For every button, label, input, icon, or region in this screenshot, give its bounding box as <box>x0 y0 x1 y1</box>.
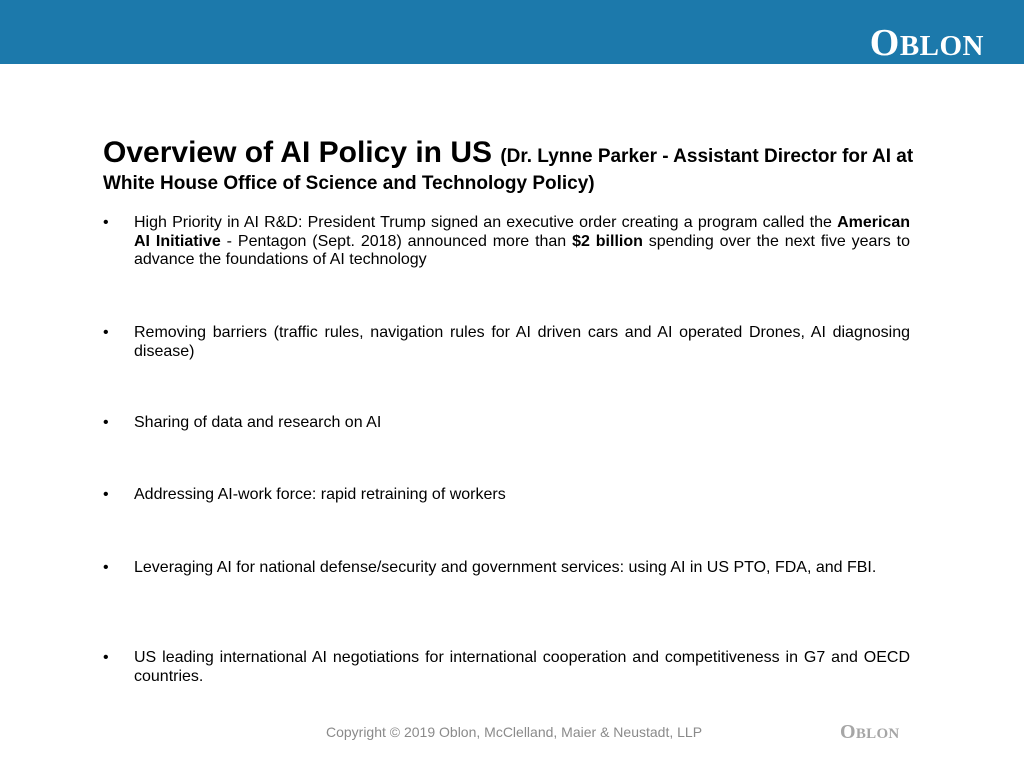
slide-title <box>103 134 918 197</box>
bullet-text-run: Removing barriers (traffic rules, navigation rules for AI driven cars and AI operated Drones, AI diagnosing disease) <box>134 324 910 360</box>
bullet-text-run: - Pentagon (Sept. 2018) announced more than <box>220 232 573 250</box>
bullet-text-bold: American AI Initiative <box>134 214 910 250</box>
footer-copyright: Copyright © 2019 Oblon, McClelland, Maier & Neustadt, LLP <box>325 724 703 740</box>
bullet-dot-icon: • <box>103 559 109 576</box>
bullet-item <box>103 324 910 361</box>
bullet-text-run: Addressing AI-work force: rapid retraining of workers <box>134 486 506 503</box>
oblon-logo <box>870 24 984 62</box>
bullet-item <box>103 649 910 686</box>
footer-oblon-logo <box>840 722 900 742</box>
bullet-dot-icon: • <box>103 214 109 231</box>
footer-logo-initial: O <box>840 721 856 743</box>
logo-rest: BLON <box>899 30 984 62</box>
bullet-text-run: Leveraging AI for national defense/security and government services: using AI in US PTO, FDA, and FBI. <box>134 559 877 576</box>
bullet-text <box>134 649 910 686</box>
footer-logo-rest: BLON <box>855 726 900 742</box>
bullet-text-run: High Priority in AI R&D: President Trump signed an executive order creating a program called the <box>134 214 838 231</box>
logo-initial: O <box>869 22 900 64</box>
bullet-text <box>134 486 910 505</box>
bullet-text-run: Sharing of data and research on AI <box>134 414 382 431</box>
bullet-text <box>134 559 910 578</box>
bullet-dot-icon: • <box>103 649 109 666</box>
bullet-text-run: US leading international AI negotiations for international cooperation and competitiveness in G7 and OECD countries. <box>134 649 910 685</box>
title-subtitle: (Dr. Lynne Parker - Assistant Director for AI at White House Office of Science and Technology Policy) <box>103 146 914 195</box>
bullet-text <box>134 214 910 270</box>
title-main: Overview of AI Policy in US <box>103 136 501 169</box>
bullet-item <box>103 486 910 505</box>
bullet-item <box>103 414 910 433</box>
bullet-text-bold: $2 billion <box>572 232 643 250</box>
bullet-text <box>134 414 910 433</box>
bullet-dot-icon: • <box>103 486 109 503</box>
bullet-item <box>103 559 910 578</box>
bullet-item <box>103 214 910 270</box>
bullet-dot-icon: • <box>103 414 109 431</box>
bullet-text-run: spending over the next five years to advance the foundations of AI technology <box>134 232 910 268</box>
header-bar <box>0 0 1024 64</box>
bullet-dot-icon: • <box>103 324 109 341</box>
bullet-text <box>134 324 910 361</box>
